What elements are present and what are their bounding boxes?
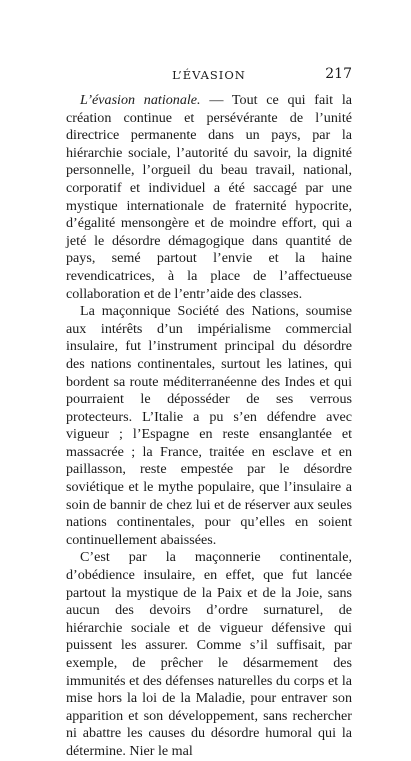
paragraph-1-text: — Tout ce qui fait la création continue et persévérante de l’unité directrice permanente dans un pays, par la hiérarchie sociale, l’autorité du savoir, la dignité personnelle, l’orgueil du beau travail, national, corporatif et individuel a été saccagé par une mystique internationale de fraternité hypocrite, d’égalité mensongère et de moindre effort, qui a jeté le désordre démagogique dans quantité de pays, semé partout l’envie et la haine revendicatrices, à la place de l’affectueuse collaboration et de l’entr’aide des classes. — [66, 92, 352, 302]
paragraph-1 — [66, 92, 352, 303]
page-number: 217 — [325, 66, 352, 82]
section-lead-title: L’évasion nationale. — [80, 92, 201, 108]
paragraph-2: La maçonnique Société des Nations, soumise aux intérêts d’un impérialisme commercial insulaire, fut l’instrument principal du désordre des nations continentales, surtout les latines, qui bordent sa route méditerranéenne des Indes et qui pourraient le déposséder de ses verrous protecteurs. L’Italie a pu s’en défendre avec vigueur ; l’Espagne en reste ensanglantée et massacrée ; la France, traitée en esclave et en paillasson, reste empestée par le désordre soviétique et le mythe populaire, que l’insulaire a soin de bannir de chez lui et de réserver aux seules nations continentales, pour qu’elles en soient continuellement abaissées. — [66, 303, 352, 548]
page-header — [66, 68, 352, 84]
body-text — [66, 92, 352, 761]
paragraph-3: C’est par la maçonnerie continentale, d’obédience insulaire, en effet, que fut lancée partout la mystique de la Paix et de la Joie, sans aucun des devoirs d’ordre surnaturel, de hiérarchie sociale et de vigueur défensive qui puissent les assurer. Comme s’il suffisait, par exemple, de prêcher le désarmement des immunités et des défenses naturelles du corps et la mise hors la loi de la Maladie, pour entraver son apparition et son développement, sans rechercher ni abattre les causes du désordre humoral qui la détermine. Nier le mal — [66, 549, 352, 759]
running-title: L’ÉVASION — [172, 68, 246, 82]
